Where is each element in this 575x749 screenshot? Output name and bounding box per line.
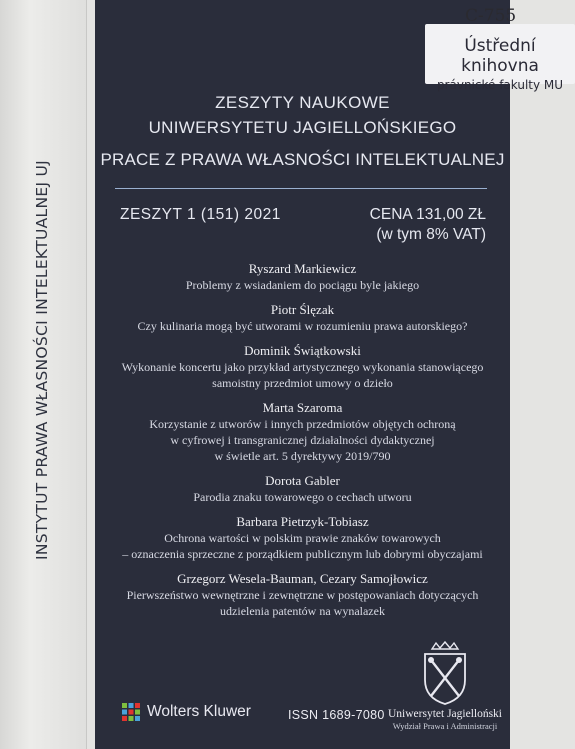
toc-author: Dorota Gabler <box>265 473 340 488</box>
title-divider <box>115 188 487 189</box>
vat-note: (w tym 8% VAT) <box>376 226 486 243</box>
toc-author: Ryszard Markiewicz <box>248 261 357 276</box>
publisher-logo <box>121 702 251 722</box>
toc-entry <box>95 513 510 562</box>
stamp-line-2: právnické fakulty MU <box>436 78 564 92</box>
spine-title: INSTYTUT PRAWA WŁASNOŚCI INTELEKTUALNEJ UJ <box>33 159 51 561</box>
issue-number: ZESZYT 1 (151) 2021 <box>120 206 281 223</box>
table-of-contents <box>95 260 510 627</box>
toc-title-line: Czy kulinaria mogą być utworami w rozumieniu prawa autorskiego? <box>137 319 468 333</box>
toc-entry <box>95 342 510 391</box>
price: CENA 131,00 ZŁ <box>369 206 486 223</box>
publisher-name: Wolters Kluwer <box>147 703 251 720</box>
university-name-block <box>383 708 507 731</box>
toc-title-line: Ochrona wartości w polskim prawie znaków towarowych <box>164 531 441 545</box>
stamp-code: C-755 <box>465 6 517 26</box>
uj-crest-icon <box>415 640 475 706</box>
book-cover <box>95 0 564 749</box>
toc-title-line: samoistny przedmiot umowy o dzieło <box>212 376 393 390</box>
toc-title-line: w świetle art. 5 dyrektywy 2019/790 <box>214 449 391 463</box>
toc-title-line: Pierwszeństwo wewnętrzne i zewnętrzne w postępowaniach dotyczących <box>126 588 479 602</box>
toc-entry <box>95 472 510 505</box>
toc-title-line: w cyfrowej i transgranicznej działalności dydaktycznej <box>170 433 435 447</box>
toc-title-line: – oznaczenia sprzeczne z porządkiem publicznym lub dobrymi obyczajami <box>122 547 483 561</box>
faculty-name: Wydział Prawa i Administracji <box>392 721 498 731</box>
issn: ISSN 1689-7080 <box>288 708 385 722</box>
series-title-1: ZESZYTY NAUKOWE <box>215 93 390 112</box>
book-spine <box>0 0 87 749</box>
toc-author: Dominik Świątkowski <box>244 343 361 358</box>
toc-author: Grzegorz Wesela-Bauman, Cezary Samojłowicz <box>177 571 428 586</box>
series-title-2: UNIWERSYTETU JAGIELLOŃSKIEGO <box>148 118 457 137</box>
toc-author: Marta Szaroma <box>262 400 343 415</box>
toc-entry <box>95 570 510 619</box>
toc-entry <box>95 399 510 464</box>
toc-author: Piotr Ślęzak <box>270 302 335 317</box>
toc-title-line: udzielenia patentów na wynalazek <box>220 604 385 618</box>
toc-title-line: Problemy z wsiadaniem do pociągu byle jakiego <box>185 278 420 292</box>
toc-entry <box>95 260 510 293</box>
wolters-kluwer-logo-icon <box>121 702 141 722</box>
price-block <box>370 205 486 245</box>
toc-entry <box>95 301 510 334</box>
toc-title-line: Wykonanie koncertu jako przykład artystycznego wykonania stanowiącego <box>121 360 484 374</box>
library-stamp <box>425 6 575 92</box>
toc-title-line: Parodia znaku towarowego o cechach utworu <box>193 490 412 504</box>
toc-title-line: Korzystanie z utworów i innych przedmiotów objętych ochroną <box>149 417 456 431</box>
university-name: Uniwersytet Jagielloński <box>387 708 503 720</box>
toc-author: Barbara Pietrzyk-Tobiasz <box>236 514 369 529</box>
stamp-line-1: Ústřední knihovna <box>461 36 539 76</box>
journal-title: PRACE Z PRAWA WŁASNOŚCI INTELEKTUALNEJ <box>100 150 505 169</box>
